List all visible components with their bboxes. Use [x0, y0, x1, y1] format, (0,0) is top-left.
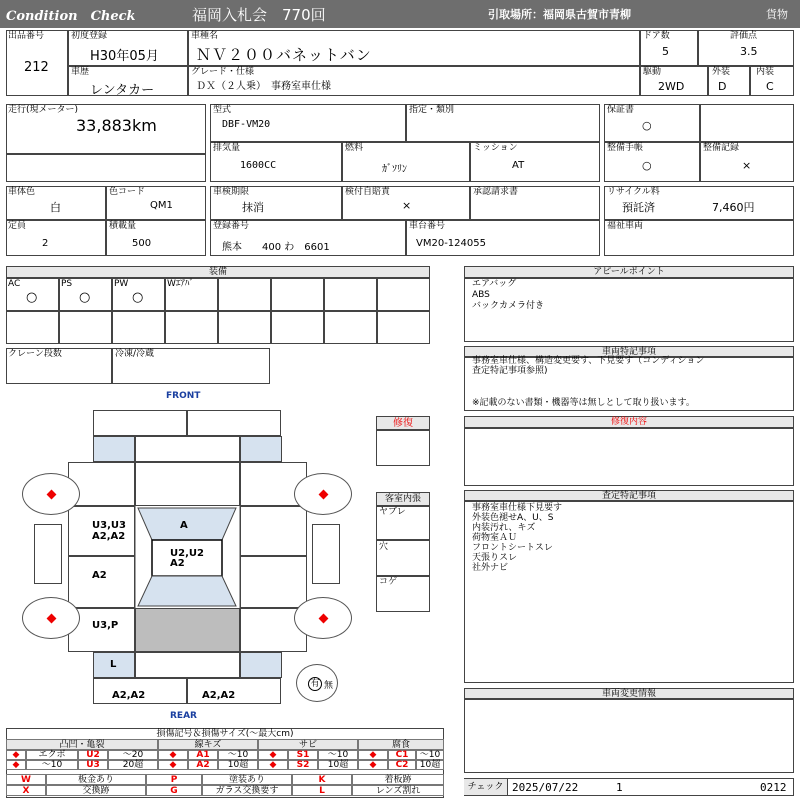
- legend-cell: レンズ割れ: [352, 785, 444, 796]
- legend-code: A1: [188, 750, 218, 760]
- drive-label: 駆動: [643, 67, 662, 77]
- mark-rear-left: A2,A2: [112, 690, 146, 701]
- mileage: 33,883km: [76, 116, 157, 135]
- manual-label: 整備手帳: [607, 143, 644, 153]
- car-name-label: 車種名: [191, 31, 219, 41]
- insurance-label: 検付自賠責: [345, 187, 391, 197]
- fuel: ｶﾞｿﾘﾝ: [382, 164, 407, 175]
- left-mirror: [34, 524, 62, 584]
- legend-cell: 板金あり: [46, 774, 146, 785]
- interior: C: [766, 80, 774, 93]
- mark-left-tail: L: [110, 659, 117, 670]
- legend-cell: 塗装あり: [202, 774, 292, 785]
- legend-diamond: ◆: [158, 760, 188, 770]
- load-label: 積載量: [109, 221, 137, 231]
- assessment-line: 事務室車仕様下見要す: [472, 503, 563, 513]
- cabin-item: ヤブレ: [379, 507, 406, 517]
- insurance: ×: [402, 199, 412, 212]
- mission-label: ミッション: [473, 143, 518, 153]
- manual: ○: [642, 159, 652, 172]
- mission: AT: [512, 160, 525, 171]
- legend-code: L: [292, 785, 352, 796]
- equipment-value: ○: [79, 290, 91, 305]
- legend-diamond: ◆: [258, 750, 288, 760]
- doors-label: ドア数: [643, 31, 670, 41]
- legend-diamond: ◆: [6, 750, 26, 760]
- mark-roof: A2: [170, 558, 185, 569]
- check-date: 2025/07/22: [512, 781, 579, 794]
- history: レンタカー: [90, 83, 155, 98]
- chassis-label: 車台番号: [409, 221, 446, 231]
- fuel-label: 燃料: [345, 143, 364, 153]
- legend-code: C2: [388, 760, 416, 770]
- designation-label: 指定・類別: [409, 105, 455, 115]
- legend-category: 線キズ: [158, 739, 258, 750]
- mark-left-front: A2,A2: [92, 531, 126, 542]
- assessment-line: フロントシートスレ: [472, 543, 553, 553]
- mark-roof: U2,U2: [170, 548, 204, 559]
- tire-right-rear-icon: [294, 597, 352, 639]
- legend-cell: 〜10: [26, 760, 78, 770]
- lot-no-label: 出品番号: [8, 31, 45, 41]
- mark-left-front: U3,U3: [92, 520, 126, 531]
- mark-hood: A: [180, 520, 188, 531]
- assessment-line: 外装色褪せA、U、S: [472, 513, 554, 523]
- appeal-line: ABS: [472, 290, 490, 300]
- assessment-line: 荷物室ＡＵ: [472, 533, 518, 543]
- legend-diamond: ◆: [358, 760, 388, 770]
- legend-cell: ガラス交換要す: [202, 785, 292, 796]
- legend-code: W: [6, 774, 46, 785]
- warranty: ○: [642, 119, 652, 132]
- special-header: 車両特記事項: [464, 346, 794, 357]
- appeal-header: アピールポイント: [464, 266, 794, 278]
- doors: 5: [662, 45, 669, 58]
- header-pickup: 引取場所：福岡県古賀市青柳: [488, 8, 631, 21]
- legend-category: 腐食: [358, 739, 444, 750]
- check-num: 1: [616, 781, 623, 794]
- tire-right-front-icon: [294, 473, 352, 515]
- rear-label: REAR: [170, 711, 197, 721]
- body-color: 白: [50, 201, 61, 214]
- legend-cell: エクボ: [26, 750, 78, 760]
- equipment-value: ○: [132, 290, 144, 305]
- recycle-status: 預託済: [622, 201, 655, 214]
- equipment-label: PW: [114, 279, 129, 289]
- mark-left-rear: U3,P: [92, 620, 119, 631]
- recycle-fee: 7,460円: [712, 201, 755, 214]
- appeal-line: エアバッグ: [472, 279, 517, 289]
- score: 3.5: [740, 45, 758, 58]
- legend-code: K: [292, 774, 352, 785]
- grade-label: グレード・仕様: [191, 67, 255, 77]
- legend-code: S1: [288, 750, 318, 760]
- freezer-label: 冷凍/冷蔵: [115, 349, 155, 359]
- load: 500: [132, 238, 152, 249]
- cabin-item: 穴: [379, 542, 389, 552]
- presence-circle: 有: [308, 677, 322, 691]
- crane-label: クレーン段数: [8, 349, 62, 359]
- header-left: Condition Check: [6, 9, 136, 24]
- interior-label: 内装: [756, 67, 775, 77]
- right-mirror: [312, 524, 340, 584]
- first-reg-label: 初度登録: [71, 31, 108, 41]
- equipment-label: PS: [61, 279, 73, 289]
- chassis: VM20-124055: [416, 238, 486, 249]
- special-line: 査定特記事項参照): [472, 366, 548, 376]
- assessment-line: 天張りスレ: [472, 553, 518, 563]
- capacity-label: 定員: [8, 221, 27, 231]
- legend-cell: 10超: [318, 760, 358, 770]
- legend-cell: 〜10: [416, 750, 444, 760]
- plate: 熊本 400 わ 6601: [222, 242, 330, 253]
- displacement: 1600CC: [240, 160, 277, 171]
- body-color-label: 車体色: [8, 187, 36, 197]
- legend-title: 損傷記号＆損傷サイズ(〜最大cm): [156, 729, 294, 739]
- legend-code: A2: [188, 760, 218, 770]
- exterior-label: 外装: [712, 67, 731, 77]
- record-label: 整備記録: [703, 143, 740, 153]
- repair-header: 修復: [376, 416, 430, 430]
- recycle-label: リサイクル料: [607, 187, 660, 197]
- color-code-label: 色コード: [109, 187, 146, 197]
- legend-category: サビ: [258, 739, 358, 750]
- legend-code: C1: [388, 750, 416, 760]
- welfare-label: 福祉車両: [607, 221, 644, 231]
- legend-category: 凸凹・亀裂: [6, 739, 158, 750]
- plate-label: 登録番号: [213, 221, 250, 231]
- mark-left-side: A2: [92, 570, 107, 581]
- change-header: 車両変更情報: [464, 688, 794, 699]
- legend-cell: 〜20: [108, 750, 158, 760]
- cabin-header: 客室内張: [376, 492, 430, 506]
- legend-code: S2: [288, 760, 318, 770]
- tire-left-rear-icon: [22, 597, 80, 639]
- special-line: 事務室車仕様、構造変更要す、下見要す（コンディション: [472, 356, 705, 366]
- grade: ＤＸ（２人乗） 事務室車仕様: [196, 81, 331, 92]
- mileage-label: 走行(現メーター): [8, 105, 79, 115]
- inspection: 抹消: [242, 201, 264, 214]
- legend-cell: 20超: [108, 760, 158, 770]
- special-line: ※記載のない書類・機器等は無しとして取り扱います。: [472, 398, 695, 408]
- header-title: 福岡入札会 770回: [192, 6, 326, 24]
- model-label: 型式: [213, 105, 232, 115]
- approval-label: 承認請求書: [473, 187, 519, 197]
- legend-code: U2: [78, 750, 108, 760]
- tire-left-front-icon: [22, 473, 80, 515]
- legend-diamond: ◆: [258, 760, 288, 770]
- assessment-line: 内装汚れ、キズ: [472, 523, 536, 533]
- score-label: 評価点: [730, 31, 758, 41]
- cabin-item: コゲ: [379, 577, 398, 587]
- assessment-line: 社外ナビ: [472, 563, 509, 573]
- legend-code: P: [146, 774, 202, 785]
- inspection-label: 車検期限: [213, 187, 250, 197]
- legend-diamond: ◆: [358, 750, 388, 760]
- equipment-value: ○: [26, 290, 38, 305]
- warranty-label: 保証書: [607, 105, 635, 115]
- history-label: 車歴: [71, 67, 90, 77]
- front-label: FRONT: [166, 391, 201, 401]
- legend-cell: 10超: [218, 760, 258, 770]
- rear-windshield: [138, 576, 236, 606]
- legend-cell: 交換跡: [46, 785, 146, 796]
- lot-no: 212: [24, 60, 49, 75]
- record: ×: [742, 159, 752, 172]
- displacement-label: 排気量: [213, 143, 241, 153]
- legend-code: G: [146, 785, 202, 796]
- repair-content-header: 修復内容: [464, 416, 794, 428]
- equipment-header: 装備: [6, 266, 430, 278]
- absence-label: 無: [324, 681, 334, 691]
- legend-code: X: [6, 785, 46, 796]
- equipment-label: Wｴｱﾊﾞ: [167, 279, 194, 289]
- equipment-label: AC: [8, 279, 21, 289]
- legend-cell: 〜10: [318, 750, 358, 760]
- model: DBF-VM20: [222, 119, 271, 130]
- legend-cell: 〜10: [218, 750, 258, 760]
- first-reg: H30年05月: [90, 49, 159, 64]
- check-label: チェック: [464, 779, 508, 795]
- appeal-line: バックカメラ付き: [472, 301, 545, 311]
- legend-code: U3: [78, 760, 108, 770]
- drive: 2WD: [658, 80, 685, 93]
- check-code: 0212: [760, 781, 787, 794]
- car-name: ＮＶ２００バネットバン: [196, 46, 372, 64]
- capacity: 2: [42, 238, 49, 249]
- legend-diamond: ◆: [6, 760, 26, 770]
- exterior: D: [718, 80, 727, 93]
- color-code: QM1: [150, 200, 173, 211]
- legend-cell: 10超: [416, 760, 444, 770]
- assessment-header: 査定特記事項: [464, 490, 794, 501]
- legend-cell: 着板跡: [352, 774, 444, 785]
- legend-diamond: ◆: [158, 750, 188, 760]
- header-category: 貨物: [766, 8, 788, 21]
- mark-rear-right: A2,A2: [202, 690, 236, 701]
